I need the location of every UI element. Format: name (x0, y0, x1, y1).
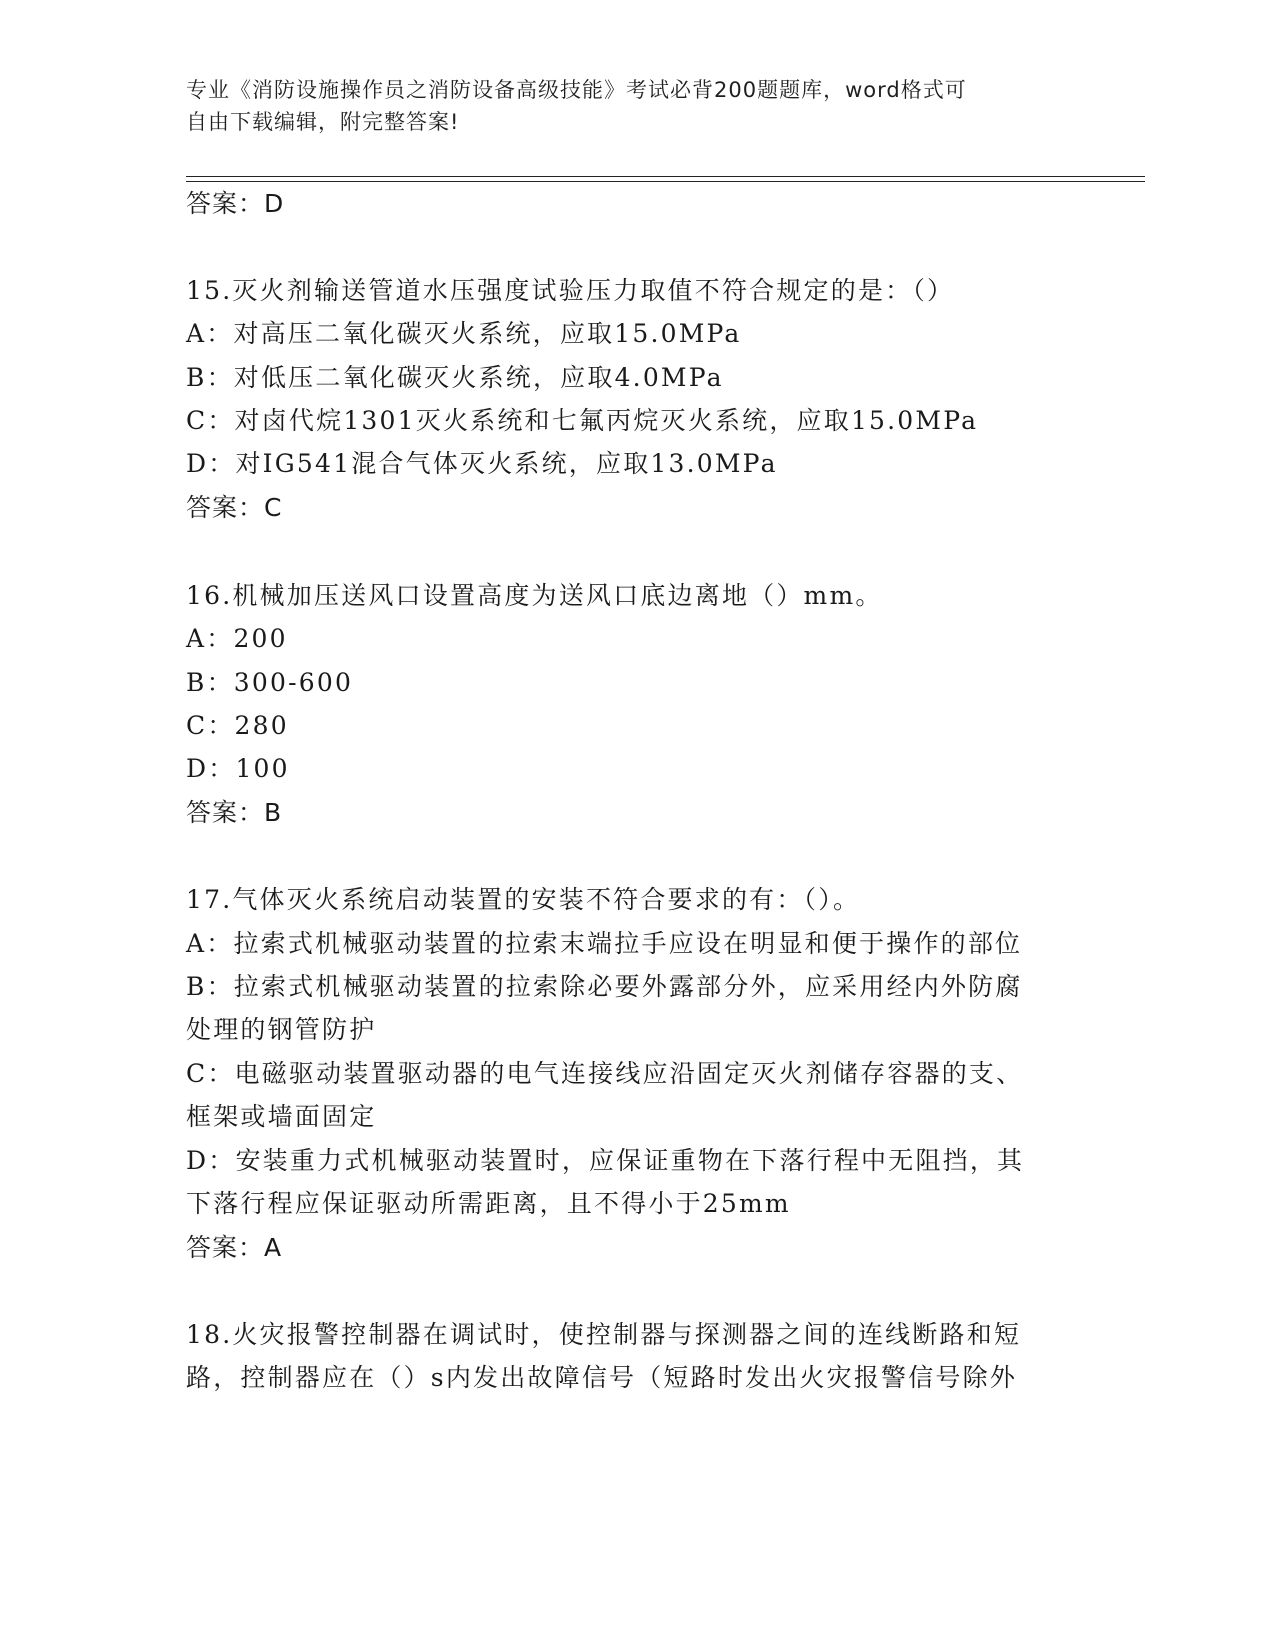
question-17-option-a: A：拉索式机械驱动装置的拉索末端拉手应设在明显和便于操作的部位 (186, 929, 1023, 958)
question-17-option-d-cont: 下落行程应保证驱动所需距离，且不得小于25mm (186, 1189, 791, 1218)
header-line-2: 自由下载编辑，附完整答案! (186, 110, 460, 134)
question-15-option-b: B：对低压二氧化碳灭火系统，应取4.0MPa (186, 363, 724, 392)
header-rule-top (186, 176, 1145, 177)
question-17-option-c-cont: 框架或墙面固定 (186, 1102, 377, 1131)
question-17-option-d: D：安装重力式机械驱动装置时，应保证重物在下落行程中无阻挡，其 (186, 1146, 1025, 1175)
question-16-answer: 答案：B (186, 798, 283, 827)
question-17-answer: 答案：A (186, 1233, 283, 1262)
question-17-option-b-cont: 处理的钢管防护 (186, 1015, 377, 1044)
question-17-option-b: B：拉索式机械驱动装置的拉索除必要外露部分外，应采用经内外防腐 (186, 972, 1023, 1001)
header-line-1: 专业《消防设施操作员之消防设备高级技能》考试必背200题题库，word格式可 (186, 78, 967, 102)
question-15-option-c: C：对卤代烷1301灭火系统和七氟丙烷灭火系统，应取15.0MPa (186, 406, 979, 435)
question-18-stem-line-1: 18.火灾报警控制器在调试时，使控制器与探测器之间的连线断路和短 (186, 1320, 1022, 1349)
question-15-answer: 答案：C (186, 493, 283, 522)
question-17-option-c: C：电磁驱动装置驱动器的电气连接线应沿固定灭火剂储存容器的支、 (186, 1059, 1024, 1088)
question-16-option-b: B：300-600 (186, 668, 354, 697)
question-16-option-d: D：100 (186, 754, 290, 783)
question-16-option-a: A：200 (186, 624, 288, 653)
question-17-stem: 17.气体灭火系统启动装置的安装不符合要求的有：（）。 (186, 885, 861, 914)
question-15-option-a: A：对高压二氧化碳灭火系统，应取15.0MPa (186, 319, 742, 348)
question-16-stem: 16.机械加压送风口设置高度为送风口底边离地（）mm。 (186, 581, 883, 610)
header-rule-bottom (186, 181, 1145, 182)
previous-answer: 答案：D (186, 189, 285, 218)
question-18-stem-line-2: 路，控制器应在（）s内发出故障信号（短路时发出火灾报警信号除外 (186, 1363, 1018, 1392)
document-header (186, 74, 1066, 138)
question-15-option-d: D：对IG541混合气体灭火系统，应取13.0MPa (186, 449, 778, 478)
question-16-option-c: C：280 (186, 711, 289, 740)
question-15-stem: 15.灭火剂输送管道水压强度试验压力取值不符合规定的是：（） (186, 276, 955, 305)
